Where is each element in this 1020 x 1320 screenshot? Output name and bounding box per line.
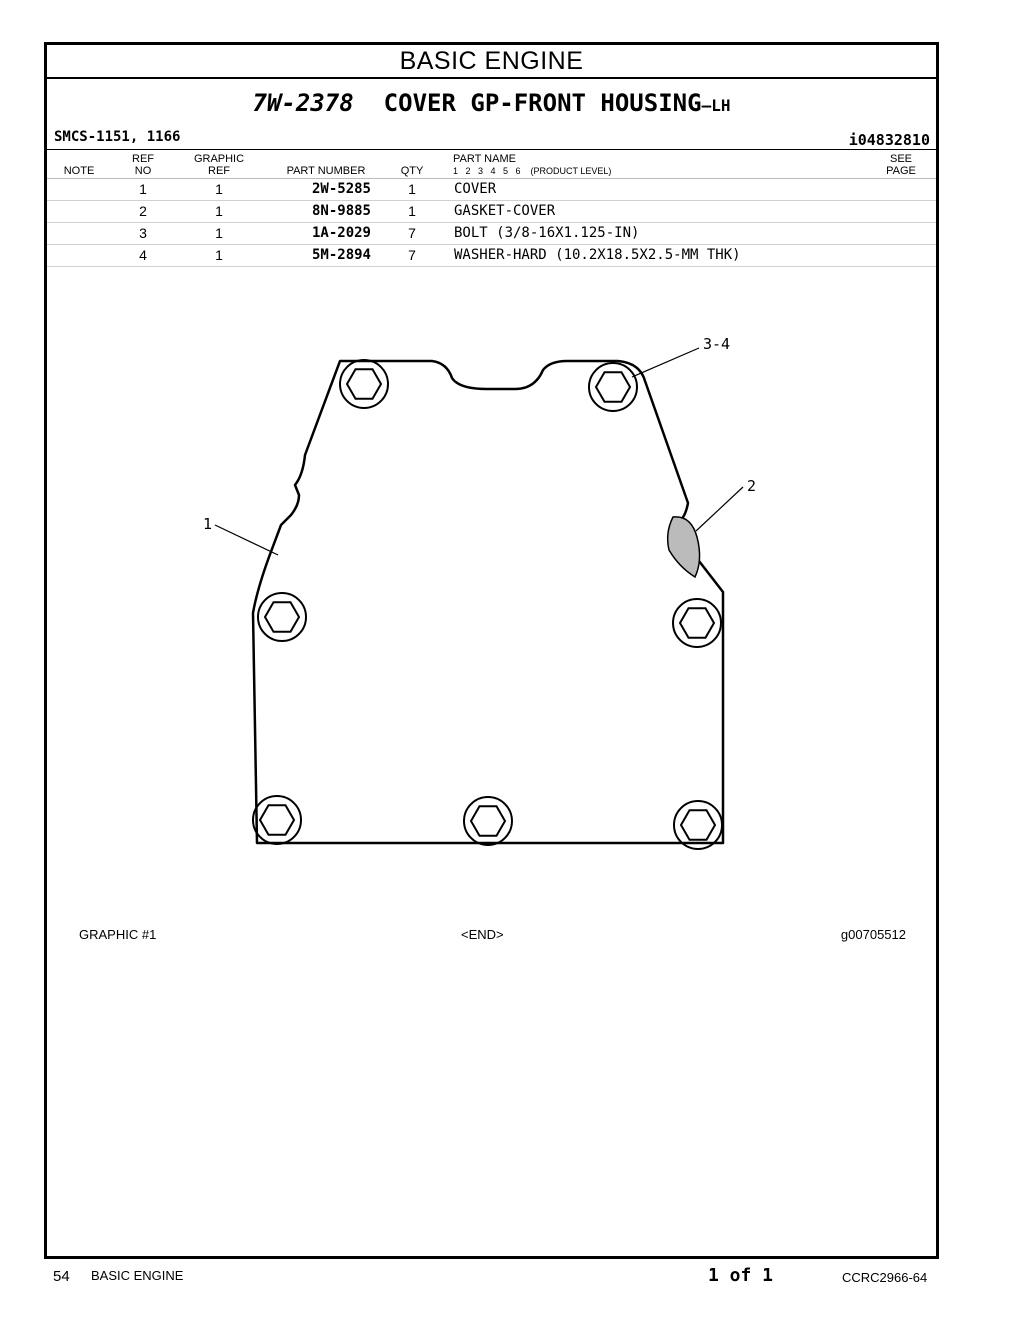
graphic-ref: 1 — [215, 247, 223, 263]
part-number: 5M-2894 — [311, 247, 371, 263]
product-level: 1 2 3 4 5 6 (PRODUCT LEVEL) — [453, 166, 612, 176]
part-name: COVER — [454, 181, 497, 197]
col-note: NOTE — [63, 165, 95, 177]
qty: 7 — [408, 247, 416, 263]
ref-no: 2 — [139, 203, 147, 219]
bolt-icon — [340, 360, 388, 408]
col-part-number: PART NUMBER — [286, 165, 366, 177]
ref-no: 4 — [139, 247, 147, 263]
group-part-suffix: —LH — [701, 96, 731, 115]
callout-2: 2 — [747, 477, 757, 495]
bolt-icon — [258, 593, 306, 641]
graphic-caption: GRAPHIC #1 — [79, 927, 157, 942]
callout-3-4: 3-4 — [703, 335, 731, 353]
part-number: 2W-5285 — [311, 181, 371, 197]
doc-id: CCRC2966-64 — [842, 1270, 928, 1285]
page-of: 1 of 1 — [708, 1265, 774, 1286]
bolt-icon — [589, 363, 637, 411]
bolt-icon — [464, 797, 512, 845]
col-ref-no: REF NO — [132, 153, 154, 177]
ref-no: 3 — [139, 225, 147, 241]
part-number: 1A-2029 — [311, 225, 371, 241]
bolt-icon — [673, 599, 721, 647]
section-title: BASIC ENGINE — [47, 45, 936, 79]
group-part-number: 7W-2378 — [252, 89, 354, 117]
smcs-codes: SMCS-1151, 1166 — [54, 129, 181, 145]
leader-lines — [215, 348, 743, 555]
callout-1: 1 — [203, 515, 213, 533]
gasket-section — [668, 517, 700, 577]
col-see-page: SEE PAGE — [886, 153, 916, 177]
illustration-id: i04832810 — [848, 131, 930, 149]
col-part-name: PART NAME 1 2 3 4 5 6 (PRODUCT LEVEL) — [453, 153, 612, 176]
qty: 1 — [408, 203, 416, 219]
part-name: WASHER-HARD (10.2X18.5X2.5-MM THK) — [454, 247, 741, 263]
qty: 7 — [408, 225, 416, 241]
cover-outline — [253, 361, 723, 843]
cover-diagram — [47, 45, 936, 1256]
page-frame — [44, 42, 939, 1259]
qty: 1 — [408, 181, 416, 197]
col-qty: QTY — [400, 165, 424, 177]
part-name: GASKET-COVER — [454, 203, 556, 219]
col-graphic-ref: GRAPHIC REF — [193, 153, 245, 177]
footer-section: BASIC ENGINE — [91, 1268, 184, 1283]
ref-no: 1 — [139, 181, 147, 197]
graphic-ref: 1 — [215, 181, 223, 197]
bolt-icons — [253, 360, 722, 849]
part-name: BOLT (3/8-16X1.125-IN) — [454, 225, 640, 241]
graphic-id: g00705512 — [840, 927, 906, 942]
bolt-icon — [253, 796, 301, 844]
graphic-ref: 1 — [215, 225, 223, 241]
page-number: 54 — [53, 1268, 70, 1285]
graphic-ref: 1 — [215, 203, 223, 219]
part-number: 8N-9885 — [311, 203, 371, 219]
end-marker: <END> — [461, 927, 504, 942]
group-part-name: COVER GP-FRONT HOUSING — [383, 89, 702, 117]
